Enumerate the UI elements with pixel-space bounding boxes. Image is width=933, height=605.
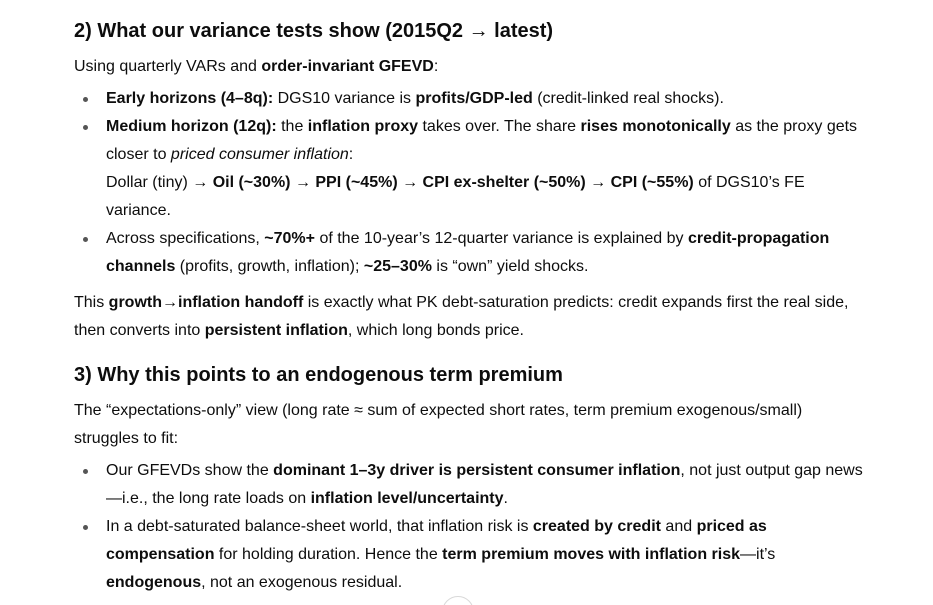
bold-span: inflation level/uncertainty	[310, 490, 504, 507]
section3-intro: The “expectations-only” view (long rate ≈ sum of expected short rates, term premium exogenous/small) struggles to fit:	[74, 402, 803, 447]
bold-span: endogenous	[106, 574, 202, 591]
section-heading-endogenous-term-premium: 3) Why this points to an endogenous term premium	[74, 364, 563, 386]
bold-span: credit-propagation channels	[106, 230, 830, 275]
text-span: as the proxy gets closer to	[106, 118, 858, 163]
text-span: Across specifications,	[106, 230, 265, 247]
list-item	[74, 225, 864, 281]
bold-span: Medium horizon (12q):	[106, 118, 277, 135]
text-span: (profits, growth, inflation);	[175, 258, 364, 275]
text-span: DGS10 variance is	[273, 90, 416, 107]
section2-intro	[74, 53, 864, 81]
bold-span: Early horizons (4–8q):	[106, 90, 274, 107]
term-premium-bullet-list	[74, 457, 864, 597]
text-span: of the 10-year’s 12-quarter variance is explained by	[315, 230, 688, 247]
text-span: Using quarterly VARs and	[74, 58, 262, 75]
bullet-dot	[83, 125, 88, 130]
text-span: (credit-linked real shocks).	[532, 90, 724, 107]
text-span: of DGS10’s FE variance.	[106, 174, 805, 219]
text-span: —it’s	[740, 546, 776, 563]
text-span: Dollar (tiny) →	[106, 174, 213, 191]
bold-span: dominant 1–3y driver is persistent consumer inflation	[273, 462, 681, 479]
text-span: the	[276, 118, 308, 135]
bold-span: rises monotonically	[580, 118, 731, 135]
text-span: .	[503, 490, 508, 507]
bold-span: ~70%+	[264, 230, 315, 247]
scroll-to-bottom-button[interactable]	[442, 596, 474, 605]
bold-span: inflation proxy	[307, 118, 419, 135]
text-span: and	[660, 518, 697, 535]
bold-span: ~25–30%	[363, 258, 432, 275]
text-span: This	[74, 294, 109, 311]
section-heading-variance-tests: 2) What our variance tests show (2015Q2 → latest)	[74, 20, 554, 42]
bold-span: growth→inflation handoff	[108, 294, 304, 311]
bold-span: priced as compensation	[106, 518, 767, 563]
bullet-dot	[83, 469, 88, 474]
bold-span: term premium moves with inflation risk	[442, 546, 741, 563]
list-item	[74, 85, 864, 113]
text-span: , which long bonds price.	[347, 322, 524, 339]
text-span: , not just output gap news—i.e., the long rate loads on	[106, 462, 863, 507]
text-span: for holding duration. Hence the	[214, 546, 443, 563]
bullet-dot	[83, 237, 88, 242]
list-item	[74, 513, 864, 597]
text-span: :	[348, 146, 354, 163]
text-span: :	[433, 58, 439, 75]
bullet-dot	[83, 525, 88, 530]
text-span: , not an exogenous residual.	[201, 574, 403, 591]
bullet-dot	[83, 97, 88, 102]
text-span: Our GFEVDs show the	[106, 462, 274, 479]
bold-span: persistent inflation	[204, 322, 348, 339]
list-item	[74, 113, 864, 225]
bold-span: profits/GDP-led	[415, 90, 533, 107]
bold-span: Oil (~30%) → PPI (~45%) → CPI ex-shelter (~50%) → CPI (~55%)	[212, 174, 694, 191]
text-span: takes over. The share	[418, 118, 581, 135]
bold-span: created by credit	[532, 518, 661, 535]
text-span: In a debt-saturated balance-sheet world, that inflation risk is	[106, 518, 533, 535]
section2-conclusion	[74, 289, 864, 345]
text-span: is “own” yield shocks.	[431, 258, 589, 275]
variance-bullet-list	[74, 85, 864, 281]
list-item	[74, 457, 864, 513]
bold-span: order-invariant GFEVD	[261, 58, 434, 75]
text-span: is exactly what PK debt-saturation predicts: credit expands first the real side, then converts into	[74, 294, 849, 339]
italic-span: priced consumer inflation	[170, 146, 349, 163]
